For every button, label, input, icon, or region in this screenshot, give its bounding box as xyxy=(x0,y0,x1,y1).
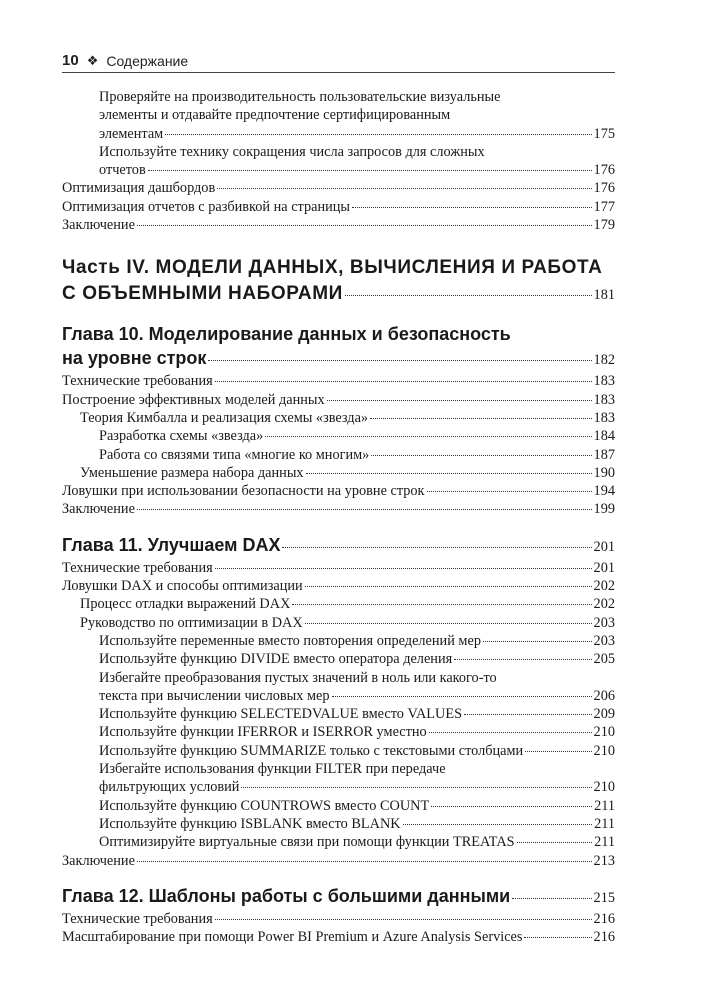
page-ref: 211 xyxy=(594,834,615,851)
page-ref: 182 xyxy=(593,352,615,369)
toc-entry[interactable]: Заключение 179 xyxy=(62,217,615,234)
page-ref: 176 xyxy=(593,180,615,197)
header-rule xyxy=(62,72,615,73)
leader-dots xyxy=(305,623,592,624)
toc-entry[interactable]: Построение эффективных моделей данных 183 xyxy=(62,391,615,408)
toc-entry[interactable]: Оптимизируйте виртуальные связи при помощи функции TREATAS 211 xyxy=(99,834,615,851)
page-ref: 194 xyxy=(593,483,615,500)
page-ref: 177 xyxy=(593,198,615,215)
page-ref: 216 xyxy=(593,910,615,927)
ornament-icon: ❖ xyxy=(86,52,99,68)
toc-entry[interactable]: Масштабирование при помощи Power BI Premium и Azure Analysis Services 216 xyxy=(62,929,615,946)
page-ref: 216 xyxy=(593,929,615,946)
page-ref: 211 xyxy=(594,815,615,832)
toc-entry[interactable]: Используйте функцию ISBLANK вместо BLANK 211 xyxy=(99,815,615,832)
leader-dots xyxy=(265,436,591,437)
leader-dots xyxy=(352,207,592,208)
toc-entry[interactable]: Ловушки DAX и способы оптимизации 202 xyxy=(62,578,615,595)
leader-dots xyxy=(517,842,592,843)
leader-dots xyxy=(137,225,592,226)
toc-entry[interactable]: Процесс отладки выражений DAX 202 xyxy=(80,596,615,613)
leader-dots xyxy=(137,509,592,510)
chapter-heading[interactable]: Глава 11. Улучшаем DAX 201 xyxy=(62,533,615,559)
page-ref: 175 xyxy=(593,125,615,142)
leader-dots xyxy=(165,134,591,135)
toc-entry[interactable]: Технические требования 201 xyxy=(62,559,615,576)
leader-dots xyxy=(292,604,591,605)
leader-dots xyxy=(403,824,592,825)
toc-entry[interactable]: Проверяйте на производительность пользовательские визуальные элементы и отдавайте предпочтение сертифицированным элементам 175 xyxy=(99,89,615,142)
leader-dots xyxy=(327,400,592,401)
page-ref: 187 xyxy=(593,446,615,463)
part-heading[interactable]: Часть IV. МОДЕЛИ ДАННЫХ, ВЫЧИСЛЕНИЯ И РАБОТА С ОБЪЕМНЫМИ НАБОРАМИ 181 xyxy=(62,255,615,308)
page-ref: 179 xyxy=(593,217,615,234)
page-ref: 210 xyxy=(593,724,615,741)
page-ref: 190 xyxy=(593,464,615,481)
page-ref: 181 xyxy=(593,287,615,304)
chapter-heading[interactable]: Глава 12. Шаблоны работы с большими данными 215 xyxy=(62,884,615,910)
page-ref: 183 xyxy=(593,409,615,426)
leader-dots xyxy=(431,806,592,807)
leader-dots xyxy=(241,787,591,788)
leader-dots xyxy=(483,641,592,642)
leader-dots xyxy=(429,732,592,733)
toc-entry[interactable]: Заключение 213 xyxy=(62,852,615,869)
leader-dots xyxy=(371,455,591,456)
table-of-contents xyxy=(62,88,615,946)
page-ref: 201 xyxy=(593,538,615,555)
leader-dots xyxy=(370,418,591,419)
page-ref: 183 xyxy=(593,391,615,408)
page-ref: 210 xyxy=(593,742,615,759)
leader-dots xyxy=(332,696,592,697)
page-ref: 176 xyxy=(593,162,615,179)
toc-entry[interactable]: Используйте функцию SUMMARIZE только с текстовыми столбцами 210 xyxy=(99,742,615,759)
toc-entry[interactable]: Оптимизация отчетов с разбивкой на страницы 177 xyxy=(62,198,615,215)
section-title: Содержание xyxy=(106,52,189,69)
page-ref: 203 xyxy=(593,632,615,649)
toc-entry[interactable]: Используйте технику сокращения числа запросов для сложных отчетов 176 xyxy=(99,143,615,179)
leader-dots xyxy=(215,568,592,569)
page-ref: 201 xyxy=(593,559,615,576)
page-ref: 183 xyxy=(593,373,615,390)
page-ref: 206 xyxy=(593,687,615,704)
toc-entry[interactable]: Оптимизация дашбордов 176 xyxy=(62,180,615,197)
leader-dots xyxy=(208,360,591,361)
toc-entry[interactable]: Работа со связями типа «многие ко многим» 187 xyxy=(99,446,615,463)
page-ref: 215 xyxy=(593,889,615,906)
page-ref: 213 xyxy=(593,852,615,869)
leader-dots xyxy=(305,586,592,587)
leader-dots xyxy=(148,170,592,171)
page-ref: 205 xyxy=(593,651,615,668)
leader-dots xyxy=(137,861,592,862)
toc-entry[interactable]: Используйте функцию COUNTROWS вместо COUNT 211 xyxy=(99,797,615,814)
page-ref: 211 xyxy=(594,797,615,814)
chapter-heading[interactable]: Глава 10. Моделирование данных и безопасность на уровне строк 182 xyxy=(62,322,615,372)
leader-dots xyxy=(512,898,591,899)
page-ref: 184 xyxy=(593,428,615,445)
page-ref: 210 xyxy=(593,779,615,796)
page-ref: 209 xyxy=(593,706,615,723)
running-head xyxy=(62,52,615,69)
toc-entry[interactable]: Используйте функции IFERROR и ISERROR уместно 210 xyxy=(99,724,615,741)
leader-dots xyxy=(427,491,592,492)
page-ref: 203 xyxy=(593,614,615,631)
toc-entry[interactable]: Используйте функцию DIVIDE вместо оператора деления 205 xyxy=(99,651,615,668)
toc-entry[interactable]: Избегайте использования функции FILTER при передаче фильтрующих условий 210 xyxy=(99,761,615,796)
toc-entry[interactable]: Ловушки при использовании безопасности на уровне строк 194 xyxy=(62,483,615,500)
leader-dots xyxy=(525,751,591,752)
leader-dots xyxy=(282,547,591,548)
toc-entry[interactable]: Технические требования 216 xyxy=(62,910,615,927)
leader-dots xyxy=(217,188,591,189)
toc-entry[interactable]: Разработка схемы «звезда» 184 xyxy=(99,428,615,445)
toc-entry[interactable]: Руководство по оптимизации в DAX 203 xyxy=(80,614,615,631)
toc-entry[interactable]: Используйте функцию SELECTEDVALUE вместо VALUES 209 xyxy=(99,706,615,723)
leader-dots xyxy=(215,919,592,920)
page-number: 10 xyxy=(62,52,79,69)
toc-entry[interactable]: Избегайте преобразования пустых значений в ноль или какого-то текста при вычислении числовых мер 206 xyxy=(99,669,615,704)
toc-entry[interactable]: Технические требования 183 xyxy=(62,373,615,390)
page-ref: 202 xyxy=(593,596,615,613)
page-ref: 202 xyxy=(593,578,615,595)
toc-entry[interactable]: Уменьшение размера набора данных 190 xyxy=(80,464,615,481)
leader-dots xyxy=(345,295,592,296)
leader-dots xyxy=(454,659,591,660)
toc-entry[interactable]: Теория Кимбалла и реализация схемы «звезда» 183 xyxy=(80,409,615,426)
leader-dots xyxy=(464,714,592,715)
toc-entry[interactable]: Заключение 199 xyxy=(62,501,615,518)
leader-dots xyxy=(524,937,591,938)
page-ref: 199 xyxy=(593,501,615,518)
leader-dots xyxy=(306,473,592,474)
toc-entry[interactable]: Используйте переменные вместо повторения определений мер 203 xyxy=(99,632,615,649)
leader-dots xyxy=(215,381,592,382)
